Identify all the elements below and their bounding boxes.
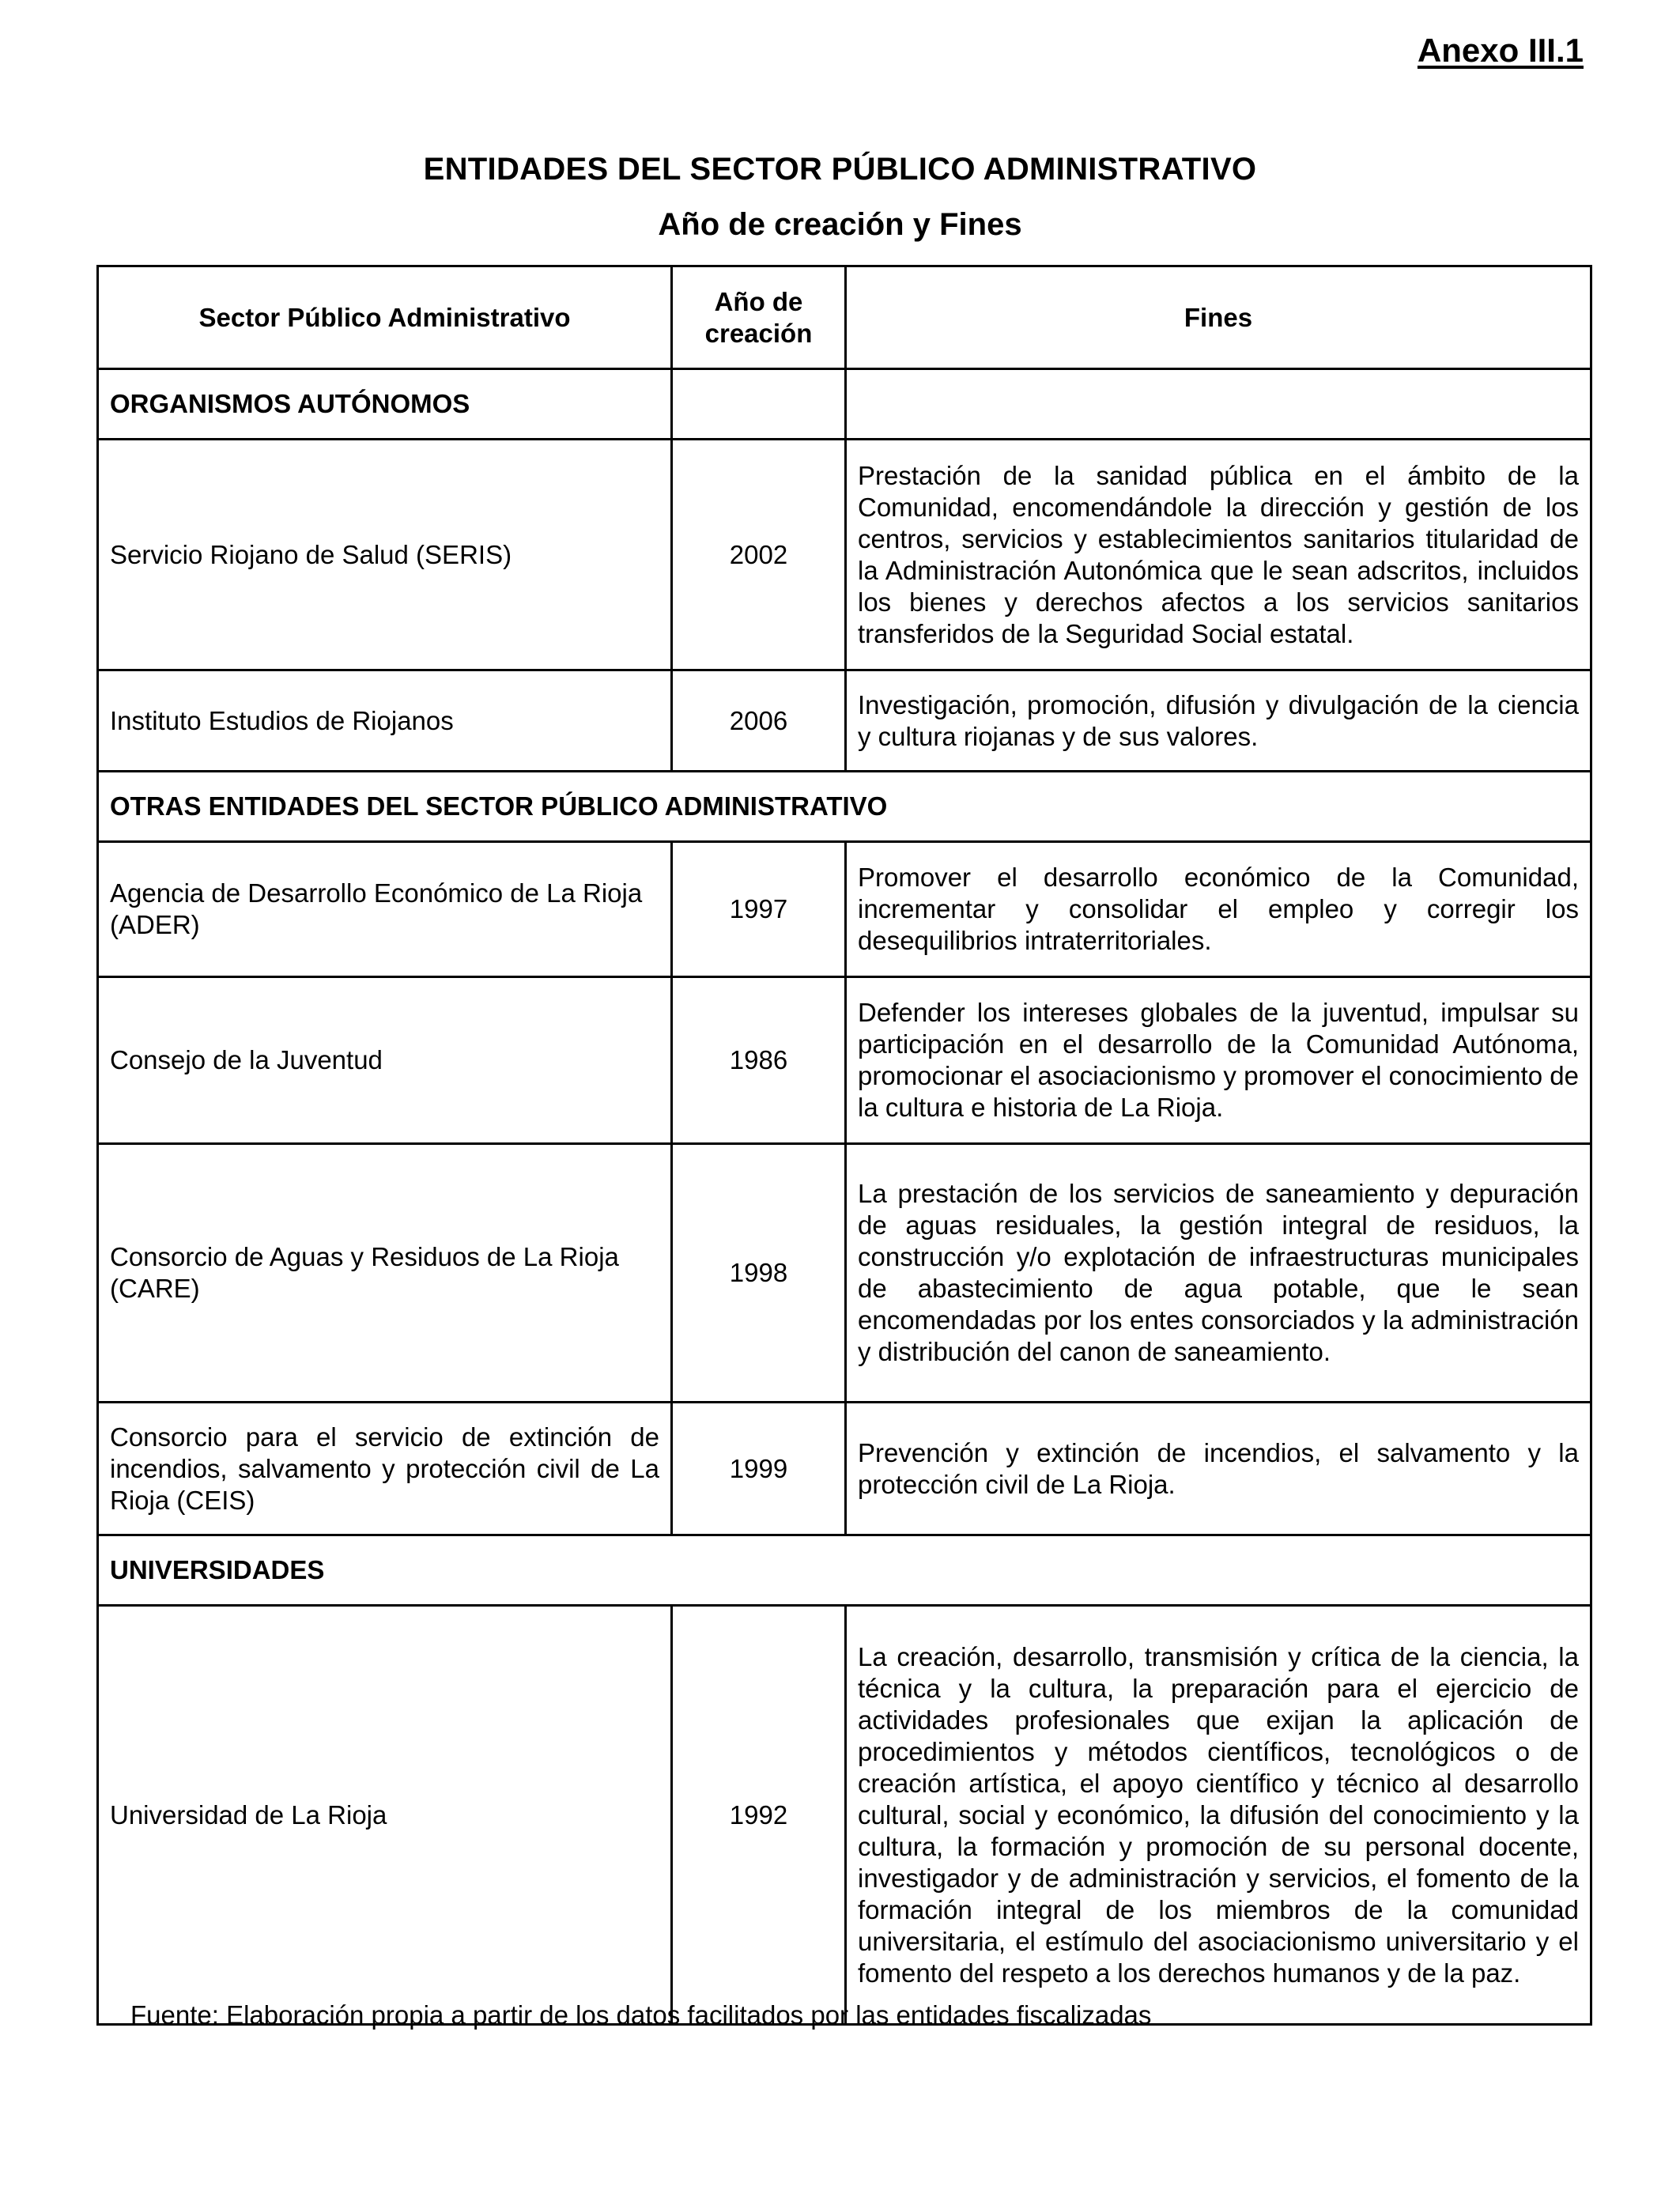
table-row	[98, 440, 1591, 670]
table-row	[98, 977, 1591, 1144]
creation-year: 1986	[672, 977, 846, 1144]
source-note: Fuente: Elaboración propia a partir de los datos facilitados por las entidades fiscalizadas	[130, 2000, 1152, 2030]
entity-name: Consorcio para el servicio de extinción de incendios, salvamento y protección civil de La Rioja (CEIS)	[98, 1403, 672, 1535]
creation-year: 2002	[672, 440, 846, 670]
table-row	[98, 1606, 1591, 2025]
entity-fines: La prestación de los servicios de saneamiento y depuración de aguas residuales, la gestión integral de residuos, la construcción y/o explotación de infraestructuras municipales de abastecimiento de agua potable, que le sean encomendadas por los entes consorciados y la administración y distribución del canon de saneamiento.	[846, 1144, 1591, 1403]
creation-year: 2006	[672, 670, 846, 772]
creation-year: 1998	[672, 1144, 846, 1403]
entity-name: Universidad de La Rioja	[98, 1606, 672, 2025]
entity-fines: Defender los intereses globales de la juventud, impulsar su participación en el desarrollo de la Comunidad Autónoma, promocionar el asociacionismo y promover el conocimiento de la cultura e historia de La Rioja.	[846, 977, 1591, 1144]
header-fines: Fines	[846, 266, 1591, 369]
entity-name: Consejo de la Juventud	[98, 977, 672, 1144]
entity-name: Consorcio de Aguas y Residuos de La Rioja (CARE)	[98, 1144, 672, 1403]
section-row-universidades	[98, 1535, 1591, 1606]
page-title: ENTIDADES DEL SECTOR PÚBLICO ADMINISTRATIVO	[423, 152, 1257, 187]
table-row	[98, 670, 1591, 772]
page-subtitle: Año de creación y Fines	[658, 207, 1022, 242]
entity-name: Servicio Riojano de Salud (SERIS)	[98, 440, 672, 670]
entity-fines: Prevención y extinción de incendios, el salvamento y la protección civil de La Rioja.	[846, 1403, 1591, 1535]
header-year: Año de creación	[672, 266, 846, 369]
section-title: UNIVERSIDADES	[98, 1535, 1591, 1606]
entity-fines: Promover el desarrollo económico de la Comunidad, incrementar y consolidar el empleo y corregir los desequilibrios intraterritoriales.	[846, 842, 1591, 977]
header-sector: Sector Público Administrativo	[98, 266, 672, 369]
section-row-organismos	[98, 369, 1591, 440]
creation-year: 1992	[672, 1606, 846, 2025]
annex-label: Anexo III.1	[1417, 32, 1584, 69]
entity-name: Instituto Estudios de Riojanos	[98, 670, 672, 772]
table-row	[98, 842, 1591, 977]
section-title: ORGANISMOS AUTÓNOMOS	[98, 369, 672, 440]
entity-fines: Prestación de la sanidad pública en el ámbito de la Comunidad, encomendándole la dirección y gestión de los centros, servicios y establecimientos sanitarios titularidad de la Administración Autonómica que le sean adscritos, incluidos los bienes y derechos afectos a los servicios sanitarios transferidos de la Seguridad Social estatal.	[846, 440, 1591, 670]
table-header-row	[98, 266, 1591, 369]
table-row	[98, 1403, 1591, 1535]
table-row	[98, 1144, 1591, 1403]
entity-fines: La creación, desarrollo, transmisión y crítica de la ciencia, la técnica y la cultura, la preparación para el ejercicio de actividades profesionales que exijan la aplicación de procedimientos y métodos científicos, tecnológicos o de creación artística, el apoyo científico y técnico al desarrollo cultural, social y económico, la difusión del conocimiento y la cultura, la formación y promoción de su personal docente, investigador y de administración y servicios, el fomento de la formación integral de los miembros de la comunidad universitaria, el estímulo del asociacionismo universitario y el fomento del respeto a los derechos humanos y de la paz.	[846, 1606, 1591, 2025]
entity-fines: Investigación, promoción, difusión y divulgación de la ciencia y cultura riojanas y de sus valores.	[846, 670, 1591, 772]
section-row-otras	[98, 772, 1591, 842]
creation-year: 1999	[672, 1403, 846, 1535]
section-title: OTRAS ENTIDADES DEL SECTOR PÚBLICO ADMINISTRATIVO	[98, 772, 1591, 842]
entities-table	[96, 265, 1592, 2026]
entity-name: Agencia de Desarrollo Económico de La Rioja (ADER)	[98, 842, 672, 977]
creation-year: 1997	[672, 842, 846, 977]
